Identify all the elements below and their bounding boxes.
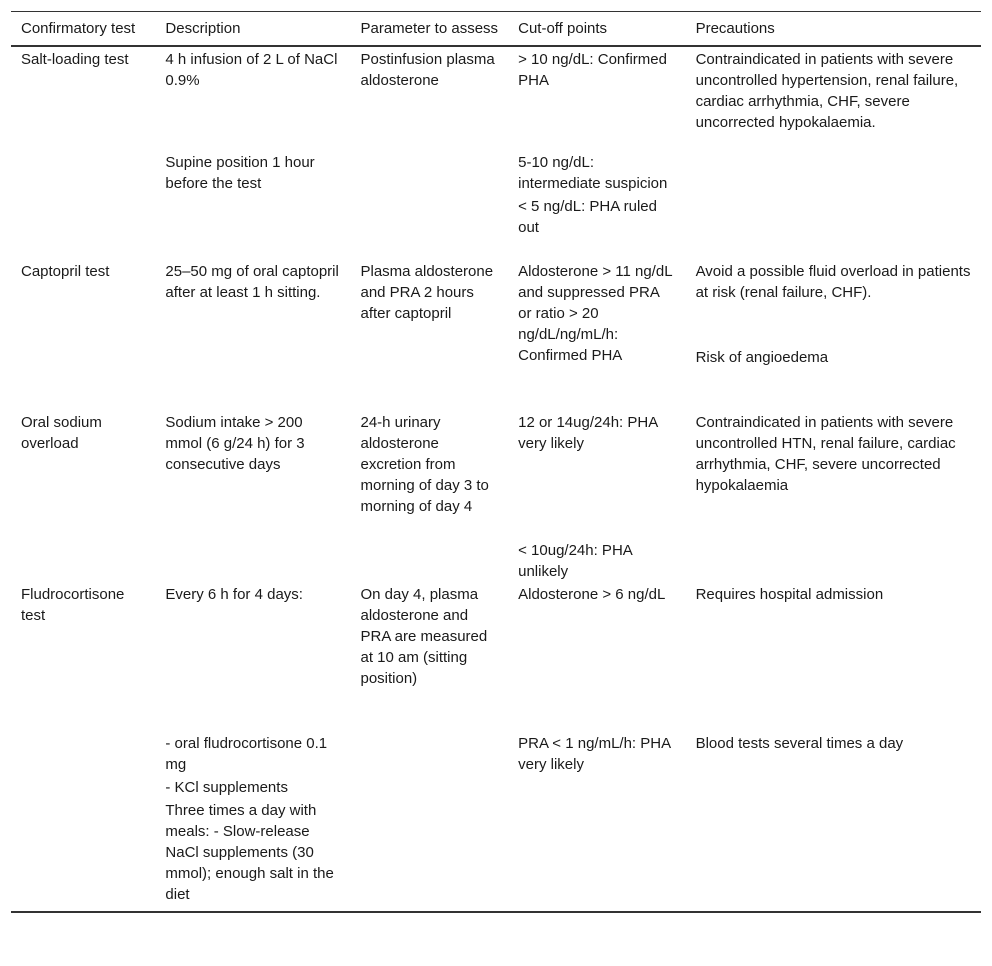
table-body — [11, 46, 981, 912]
cell-parameter — [350, 152, 508, 261]
cell-parameter: On day 4, plasma aldosterone and PRA are measured at 10 am (sitting position) — [360, 586, 488, 687]
description-line: - oral fludrocortisone 0.1 mg — [165, 735, 328, 773]
cell-test: Salt-loading test — [21, 51, 129, 68]
cell-precaution — [686, 152, 981, 261]
cutoff-line: 5-10 ng/dL: intermediate suspicion — [518, 154, 668, 192]
cell-cutoff: < 10ug/24h: PHA unlikely — [518, 542, 632, 580]
cell-parameter: Plasma aldosterone and PRA 2 hours after captopril — [360, 263, 494, 322]
table-row — [11, 261, 981, 412]
header-cutoff: Cut-off points — [518, 20, 608, 37]
cell-precaution: Contraindicated in patients with severe uncontrolled hypertension, renal failure, cardiac arrhythmia, CHF, severe uncorrected hypokalaemia. — [695, 51, 959, 131]
cell-cutoff: > 10 ng/dL: Confirmed PHA — [518, 51, 667, 89]
table-header — [11, 12, 981, 47]
precaution-line: Risk of angioedema — [695, 349, 829, 366]
cell-description: Supine position 1 hour before the test — [165, 154, 315, 192]
table-row — [11, 412, 981, 540]
description-line: - KCl supplements — [165, 779, 288, 796]
cell-precaution: Contraindicated in patients with severe uncontrolled HTN, renal failure, cardiac arrhythmia, CHF, severe uncorrected hypokalaemia — [695, 414, 956, 494]
cell-test — [11, 733, 155, 912]
header-precautions: Precautions — [695, 20, 775, 37]
cell-parameter: Postinfusion plasma aldosterone — [360, 51, 495, 89]
cell-description: 25–50 mg of oral captopril after at least 1 h sitting. — [165, 263, 339, 301]
cell-cutoff: PRA < 1 ng/mL/h: PHA very likely — [518, 735, 671, 773]
cell-test: Oral sodium overload — [21, 414, 102, 452]
header-row — [11, 12, 981, 47]
header-parameter: Parameter to assess — [360, 20, 499, 37]
cell-test: Fludrocortisone test — [21, 586, 125, 624]
description-line: Three times a day with meals: - Slow-release NaCl supplements (30 mmol); enough salt in the diet — [165, 802, 334, 903]
cell-test: Captopril test — [21, 263, 110, 280]
table-row — [11, 152, 981, 261]
cell-cutoff: Aldosterone > 11 ng/dL and suppressed PRA or ratio > 20 ng/dL/ng/mL/h: Confirmed PHA — [518, 263, 672, 364]
cell-description — [155, 540, 350, 584]
cell-description: 4 h infusion of 2 L of NaCl 0.9% — [165, 51, 338, 89]
cell-test — [11, 152, 155, 261]
table-row — [11, 46, 981, 152]
cell-description — [155, 733, 350, 912]
cell-precaution — [686, 540, 981, 584]
table-row — [11, 540, 981, 584]
cell-cutoff — [508, 152, 685, 261]
cell-parameter — [350, 733, 508, 912]
cell-precaution — [686, 261, 981, 412]
cell-cutoff: 12 or 14ug/24h: PHA very likely — [518, 414, 658, 452]
confirmatory-tests-table — [11, 11, 981, 913]
precaution-line: Avoid a possible fluid overload in patients at risk (renal failure, CHF). — [695, 263, 971, 301]
confirmatory-tests-table-container — [11, 11, 981, 913]
cutoff-line: < 5 ng/dL: PHA ruled out — [518, 198, 657, 236]
cell-precaution: Blood tests several times a day — [695, 735, 904, 752]
cell-description: Sodium intake > 200 mmol (6 g/24 h) for 3 consecutive days — [165, 414, 305, 473]
cell-description: Every 6 h for 4 days: — [165, 586, 303, 603]
header-description: Description — [165, 20, 241, 37]
table-row — [11, 733, 981, 912]
cell-parameter — [350, 540, 508, 584]
cell-parameter: 24-h urinary aldosterone excretion from morning of day 3 to morning of day 4 — [360, 414, 489, 515]
cell-cutoff: Aldosterone > 6 ng/dL — [518, 586, 666, 603]
header-confirmatory-test: Confirmatory test — [21, 20, 136, 37]
cell-precaution: Requires hospital admission — [695, 586, 884, 603]
cell-test — [11, 540, 155, 584]
table-row — [11, 584, 981, 733]
